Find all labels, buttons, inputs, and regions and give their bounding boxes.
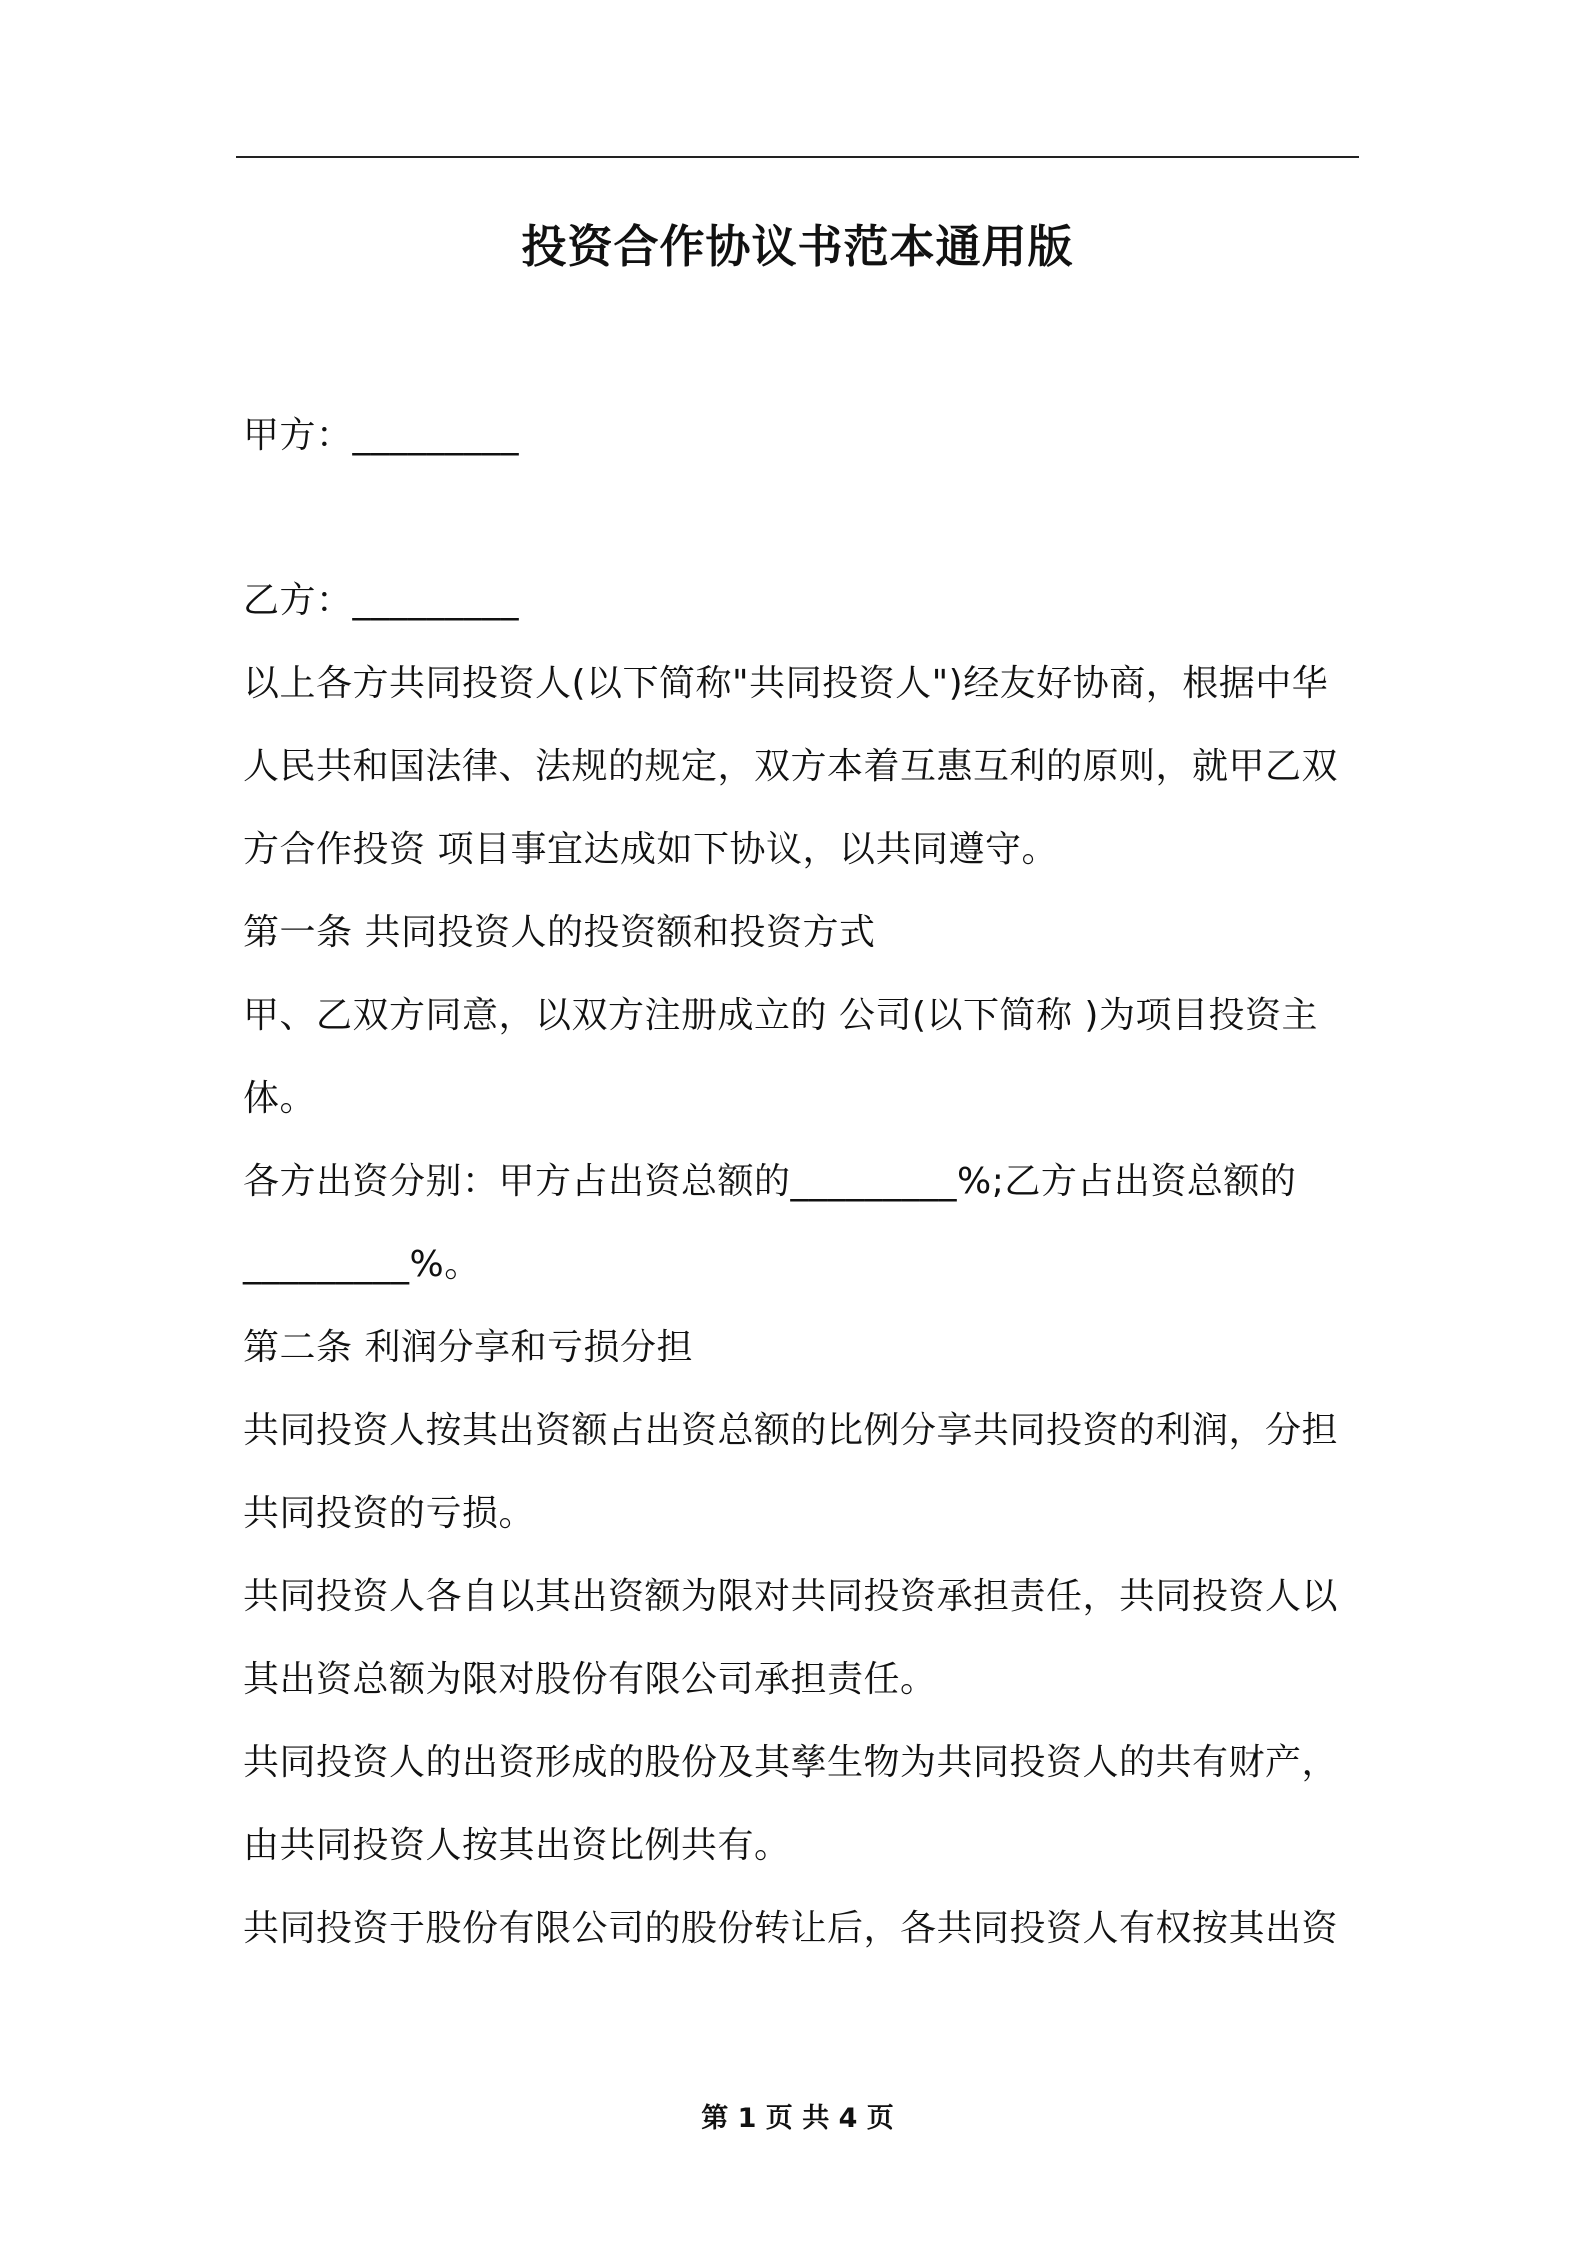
paragraph-line: 甲、乙双方同意，以双方注册成立的 公司(以下简称 )为项目投资主	[243, 995, 1318, 1036]
paragraph-line: _________%。	[243, 1244, 481, 1285]
paragraph-line: 各方出资分别：甲方占出资总额的_________%;乙方占出资总额的	[243, 1161, 1297, 1202]
paragraph-line: 共同投资人按其出资额占出资总额的比例分享共同投资的利润，分担	[243, 1410, 1339, 1451]
page-number: 第 1 页 共 4 页	[701, 2103, 894, 2134]
paragraph-line: 由共同投资人按其出资比例共有。	[243, 1825, 791, 1866]
paragraph-line: 共同投资人各自以其出资额为限对共同投资承担责任，共同投资人以	[243, 1576, 1339, 1617]
paragraph-line: 共同投资人的出资形成的股份及其孳生物为共同投资人的共有财产，	[243, 1742, 1339, 1783]
article-heading: 第二条 利润分享和亏损分担	[243, 1327, 693, 1368]
header-rule	[236, 156, 1359, 158]
party-b-line: 乙方：_________	[243, 580, 520, 621]
paragraph-line: 共同投资的亏损。	[243, 1493, 536, 1534]
paragraph-line: 共同投资于股份有限公司的股份转让后，各共同投资人有权按其出资	[243, 1908, 1339, 1949]
paragraph-line: 人民共和国法律、法规的规定，双方本着互惠互利的原则，就甲乙双	[243, 746, 1339, 787]
paragraph-line: 其出资总额为限对股份有限公司承担责任。	[243, 1659, 937, 1700]
article-heading: 第一条 共同投资人的投资额和投资方式	[243, 912, 876, 953]
paragraph-line: 方合作投资 项目事宜达成如下协议，以共同遵守。	[243, 829, 1058, 870]
paragraph-line: 以上各方共同投资人(以下简称"共同投资人")经友好协商，根据中华	[243, 663, 1329, 704]
page-title: 投资合作协议书范本通用版	[521, 220, 1074, 273]
paragraph-line: 体。	[243, 1078, 317, 1119]
party-a-line: 甲方：_________	[243, 415, 520, 456]
